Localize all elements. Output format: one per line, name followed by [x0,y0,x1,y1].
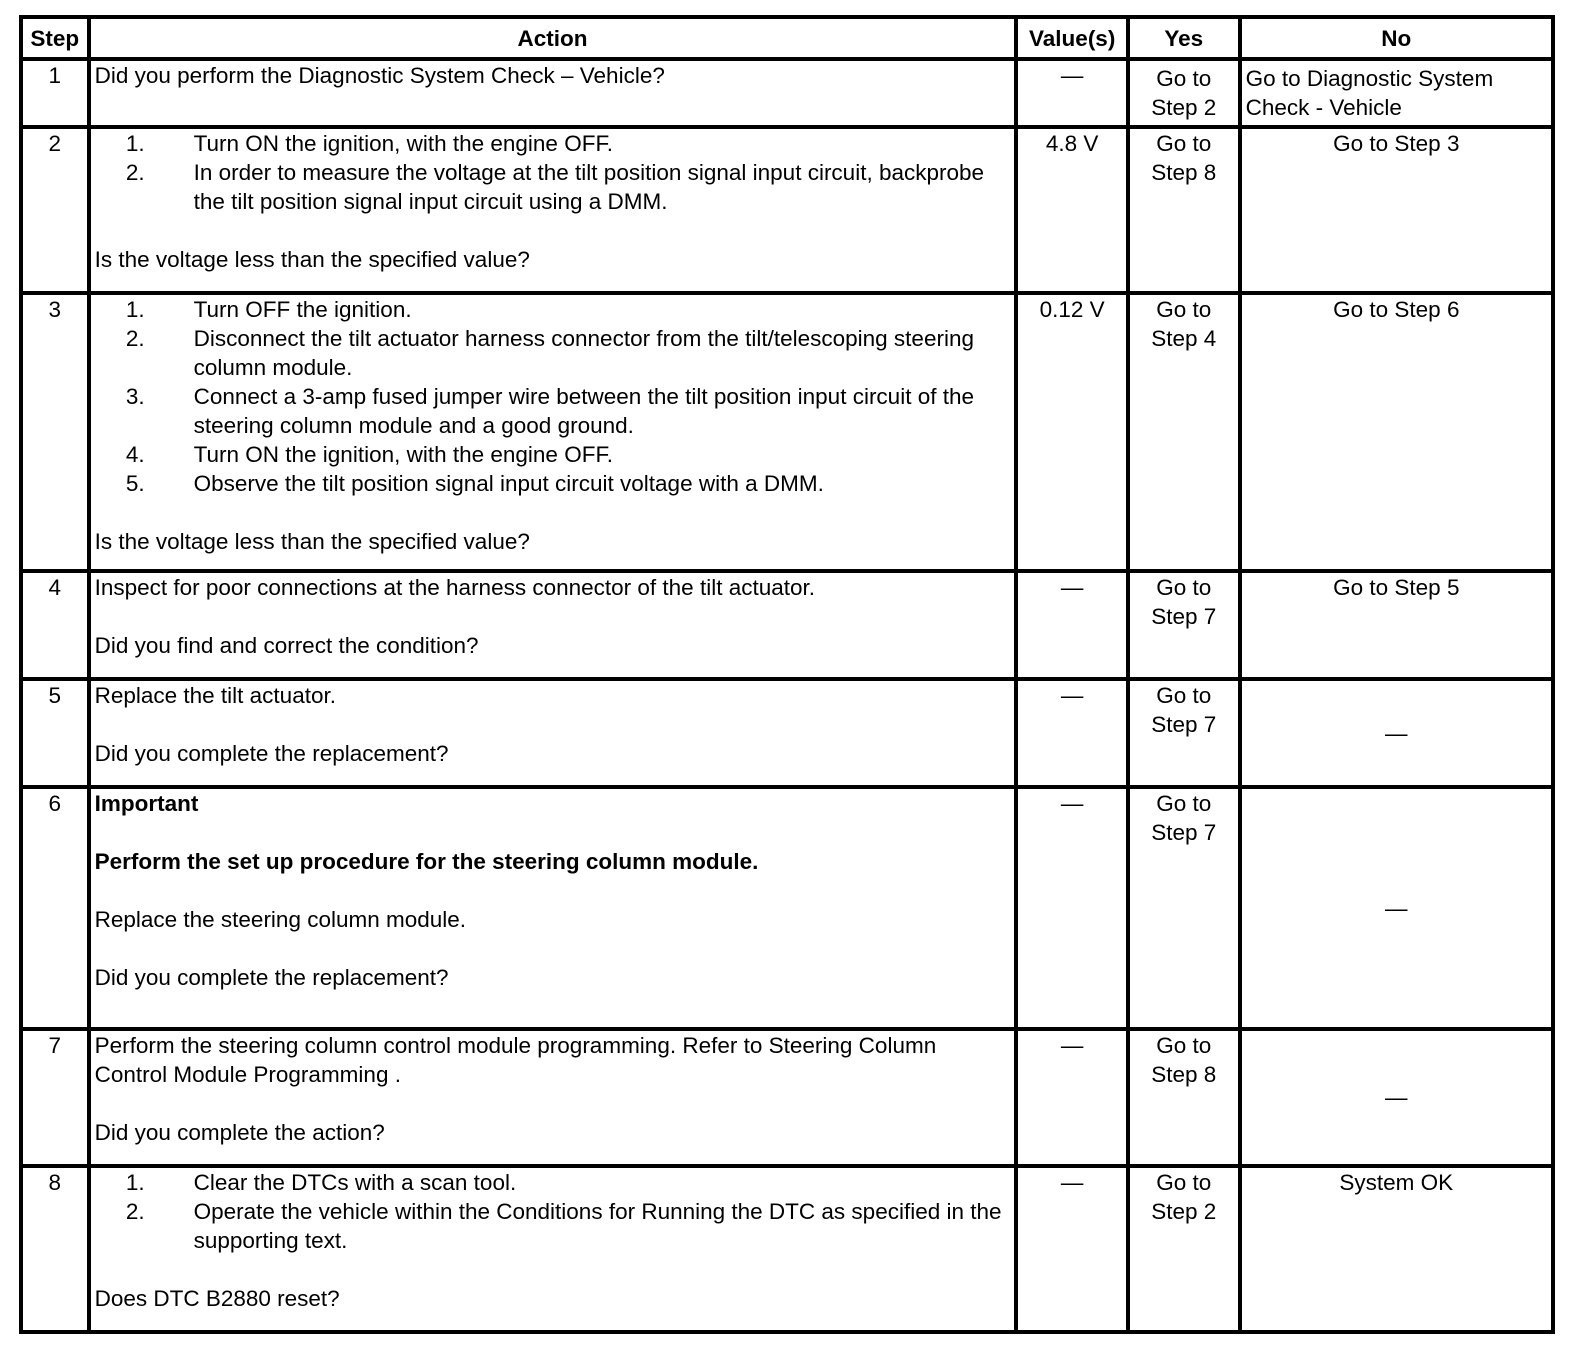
action-cell [89,293,1017,571]
action-question: Did you complete the replacement? [94,965,449,990]
yes-cell [1128,679,1240,787]
step-number: 5 [21,679,89,787]
list-item: 1. Clear the DTCs with a scan tool. [125,1170,517,1195]
yes-cell [1128,571,1240,679]
action-text: Perform the steering column control module programming. Refer to Steering Column Control Module Programming . [94,1033,937,1087]
step-number: 8 [21,1166,89,1332]
procedure-list [95,295,1011,498]
yes-line-2: Step 8 [1151,1062,1217,1087]
no-cell: Go to Step 5 [1240,571,1553,679]
action-text: Inspect for poor connections at the harness connector of the tilt actuator. [94,575,816,600]
action-question: Did you perform the Diagnostic System Check – Vehicle? [94,63,665,88]
list-item: 5. Observe the tilt position signal input circuit voltage with a DMM. [125,471,824,496]
header-values: Value(s) [1016,17,1128,59]
action-cell [89,571,1017,679]
table-row-step-8 [21,1166,1553,1332]
value-cell: — [1016,787,1128,1029]
yes-line-1: Go to [1156,131,1212,156]
step-number: 3 [21,293,89,571]
yes-cell [1128,787,1240,1029]
header-action: Action [89,17,1017,59]
action-question: Does DTC B2880 reset? [94,1286,340,1311]
step-number: 1 [21,59,89,127]
yes-line-2: Step 7 [1151,604,1217,629]
yes-line-1: Go to [1156,575,1212,600]
action-cell [89,59,1017,127]
no-cell: — [1240,1029,1553,1166]
action-question: Did you find and correct the condition? [94,633,479,658]
header-row [21,17,1553,59]
yes-line-2: Step 2 [1151,95,1217,120]
step-number: 4 [21,571,89,679]
value-cell: 4.8 V [1016,127,1128,293]
no-cell: System OK [1240,1166,1553,1332]
action-cell [89,679,1017,787]
value-cell: — [1016,571,1128,679]
value-cell: — [1016,679,1128,787]
action-cell [89,787,1017,1029]
yes-line-2: Step 2 [1151,1199,1217,1224]
procedure-list [95,129,1011,216]
no-cell: Go to Step 3 [1240,127,1553,293]
table-row-step-4 [21,571,1553,679]
yes-line-1: Go to [1156,791,1212,816]
table-row-step-2 [21,127,1553,293]
yes-line-1: Go to [1156,1170,1212,1195]
procedure-list [95,1168,1011,1255]
action-text: Replace the tilt actuator. [94,683,336,708]
yes-line-2: Step 4 [1151,326,1217,351]
list-item: 1. Turn OFF the ignition. [125,297,412,322]
action-question: Did you complete the action? [94,1120,385,1145]
action-question: Is the voltage less than the specified value? [94,529,530,554]
no-cell: — [1240,679,1553,787]
diagnostic-table [19,15,1555,1334]
action-question: Is the voltage less than the specified value? [94,247,530,272]
yes-line-1: Go to [1156,1033,1212,1058]
yes-line-1: Go to [1156,297,1212,322]
step-number: 7 [21,1029,89,1166]
table-row-step-7 [21,1029,1553,1166]
step-number: 6 [21,787,89,1029]
yes-cell [1128,1166,1240,1332]
yes-cell [1128,1029,1240,1166]
no-cell: Go to Step 6 [1240,293,1553,571]
table-row-step-3 [21,293,1553,571]
list-item: 2. In order to measure the voltage at the tilt position signal input circuit, backprobe the tilt position signal input circuit using a DMM. [125,160,985,214]
list-item: 3. Connect a 3-amp fused jumper wire between the tilt position input circuit of the steering column module and a good ground. [125,384,974,438]
action-cell [89,1166,1017,1332]
yes-line-2: Step 7 [1151,820,1217,845]
list-item: 2. Operate the vehicle within the Conditions for Running the DTC as specified in the supporting text. [125,1199,1002,1253]
step-number: 2 [21,127,89,293]
no-cell: — [1240,787,1553,1029]
action-cell [89,1029,1017,1166]
table-row-step-1 [21,59,1553,127]
header-step: Step [21,17,89,59]
yes-cell [1128,293,1240,571]
yes-line-2: Step 7 [1151,712,1217,737]
important-text: Perform the set up procedure for the steering column module. [94,849,759,874]
list-item: 2. Disconnect the tilt actuator harness connector from the tilt/telescoping steering column module. [125,326,974,380]
value-cell: 0.12 V [1016,293,1128,571]
action-question: Did you complete the replacement? [94,741,449,766]
header-no: No [1240,17,1553,59]
table-row-step-6 [21,787,1553,1029]
value-cell: — [1016,1029,1128,1166]
yes-line-1: Go to [1156,683,1212,708]
important-label: Important [94,791,199,816]
value-cell: — [1016,59,1128,127]
yes-cell [1128,59,1240,127]
yes-line-2: Step 8 [1151,160,1217,185]
table-row-step-5 [21,679,1553,787]
action-cell [89,127,1017,293]
no-cell: Go to Diagnostic System Check - Vehicle [1240,59,1553,127]
yes-cell [1128,127,1240,293]
yes-line-1: Go to [1156,66,1212,91]
header-yes: Yes [1128,17,1240,59]
action-text: Replace the steering column module. [94,907,467,932]
list-item: 1. Turn ON the ignition, with the engine OFF. [125,131,613,156]
value-cell: — [1016,1166,1128,1332]
list-item: 4. Turn ON the ignition, with the engine OFF. [125,442,613,467]
